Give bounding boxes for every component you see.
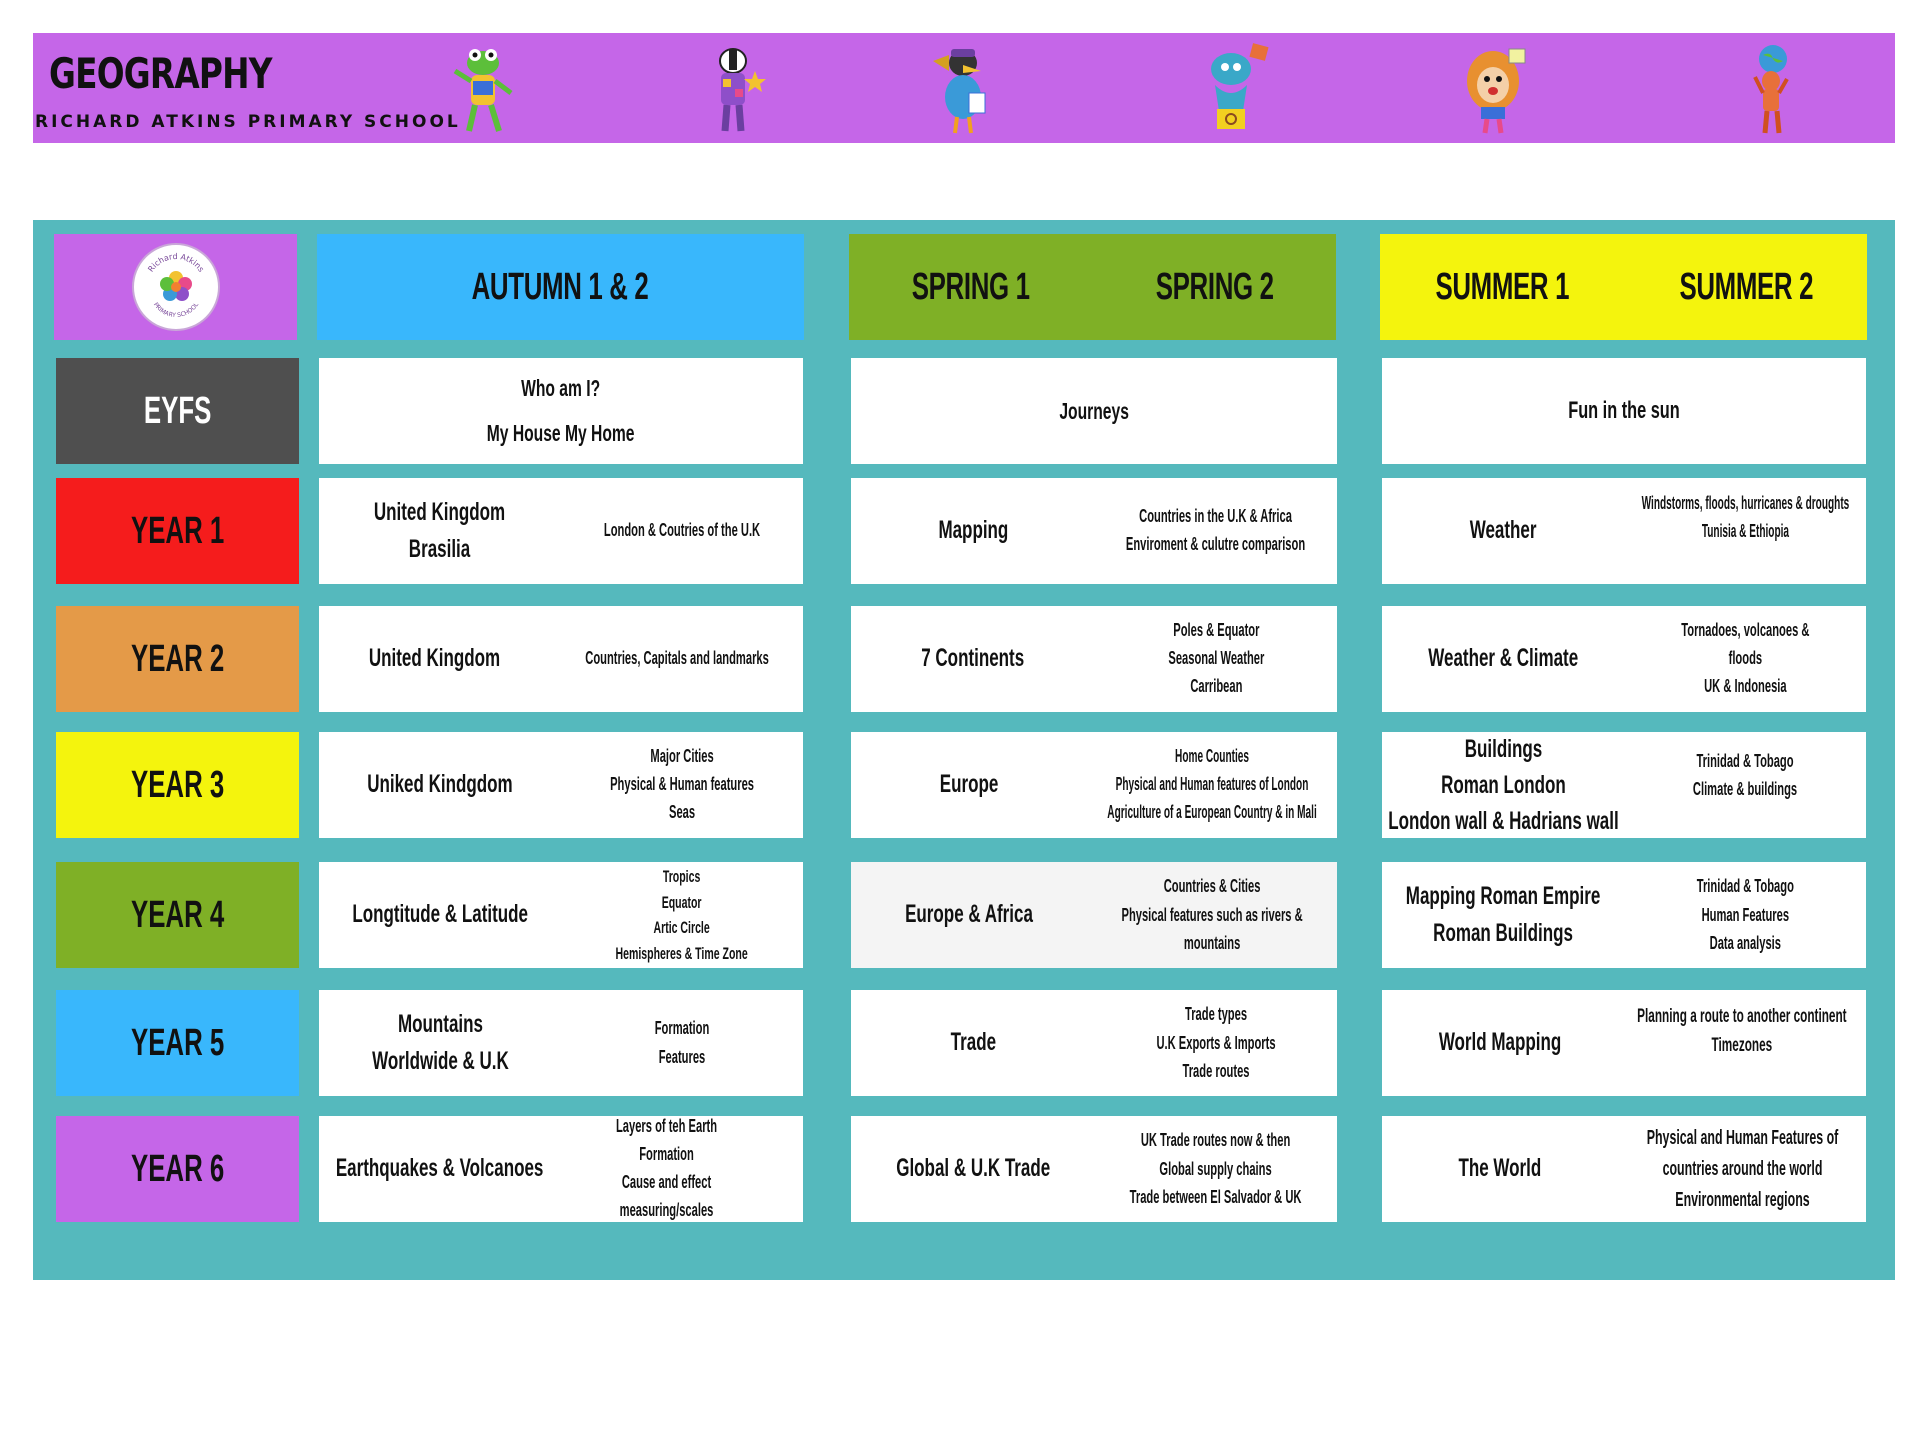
year4-summer-cell: Mapping Roman Empire Roman Buildings Trinidad & Tobago Human Features Data analysis: [1382, 862, 1866, 968]
header-banner: [33, 33, 1895, 143]
eyfs-autumn-cell: Who am I? My House My Home: [319, 358, 803, 464]
svg-text:PRIMARY SCHOOL: PRIMARY SCHOOL: [151, 301, 200, 320]
eyfs-summer-cell: Fun in the sun: [1382, 358, 1866, 464]
globe-mascot-icon: [1733, 41, 1813, 137]
term-autumn-header: AUTUMN 1 & 2: [317, 234, 804, 340]
year3-summer-cell: Buildings Roman London London wall & Hadrians wall Trinidad & Tobago Climate & buildings: [1382, 732, 1866, 838]
term-spring-header: [849, 234, 1336, 340]
row-label-year2: YEAR 2: [56, 606, 299, 712]
year4-autumn-cell: Longtitude & Latitude Tropics Equator Artic Circle Hemispheres & Time Zone: [319, 862, 803, 968]
bird-mascot-icon: [923, 41, 1003, 137]
year6-summer-cell: The World Physical and Human Features of countries around the world Environmental regions: [1382, 1116, 1866, 1222]
frog-mascot-icon: [443, 41, 523, 137]
flower-logo-icon: [134, 245, 218, 329]
year2-spring-cell: 7 Continents Poles & Equator Seasonal Weather Carribean: [851, 606, 1337, 712]
svg-text:Richard Atkins: Richard Atkins: [145, 251, 206, 274]
school-logo-cell: [54, 234, 297, 340]
year3-autumn-cell: Uniked Kindgdom Major Cities Physical & Human features Seas: [319, 732, 803, 838]
summer1-label: SUMMER 1: [1435, 265, 1570, 308]
summer2-label: SUMMER 2: [1679, 265, 1813, 308]
badger-mascot-icon: [693, 41, 773, 137]
spring1-label: SPRING 1: [912, 265, 1030, 308]
page-title: GEOGRAPHY: [49, 49, 272, 98]
alien-mascot-icon: [1193, 41, 1273, 137]
school-logo: [132, 243, 220, 331]
year1-spring-cell: Mapping Countries in the U.K & Africa Enviroment & culutre comparison: [851, 478, 1337, 584]
row-label-year4: YEAR 4: [56, 862, 299, 968]
school-name: RICHARD ATKINS PRIMARY SCHOOL: [35, 112, 461, 132]
year6-spring-cell: Global & U.K Trade UK Trade routes now & then Global supply chains Trade between El Salvador & UK: [851, 1116, 1337, 1222]
year2-autumn-cell: United Kingdom Countries, Capitals and landmarks: [319, 606, 803, 712]
year4-spring-cell: Europe & Africa Countries & Cities Physical features such as rivers & mountains: [851, 862, 1337, 968]
year5-spring-cell: Trade Trade types U.K Exports & Imports Trade routes: [851, 990, 1337, 1096]
eyfs-spring-cell: Journeys: [851, 358, 1337, 464]
year3-spring-cell: Europe Home Counties Physical and Human features of London Agriculture of a European Country & in Mali: [851, 732, 1337, 838]
spring2-label: SPRING 2: [1155, 265, 1274, 308]
year1-summer-cell: Weather Windstorms, floods, hurricanes & droughts Tunisia & Ethiopia: [1382, 478, 1866, 584]
term-summer-header: [1380, 234, 1867, 340]
year2-summer-cell: Weather & Climate Tornadoes, volcanoes & floods UK & Indonesia: [1382, 606, 1866, 712]
row-label-year5: YEAR 5: [56, 990, 299, 1096]
hedgehog-mascot-icon: [1453, 41, 1533, 137]
row-label-year6: YEAR 6: [56, 1116, 299, 1222]
year1-autumn-cell: United Kingdom Brasilia London & Coutries of the U.K: [319, 478, 803, 584]
row-label-eyfs: EYFS: [56, 358, 299, 464]
row-label-year3: YEAR 3: [56, 732, 299, 838]
row-label-year1: YEAR 1: [56, 478, 299, 584]
year6-autumn-cell: Earthquakes & Volcanoes Layers of teh Earth Formation Cause and effect measuring/scales: [319, 1116, 803, 1222]
year5-autumn-cell: Mountains Worldwide & U.K Formation Features: [319, 990, 803, 1096]
year5-summer-cell: World Mapping Planning a route to another continent Timezones: [1382, 990, 1866, 1096]
